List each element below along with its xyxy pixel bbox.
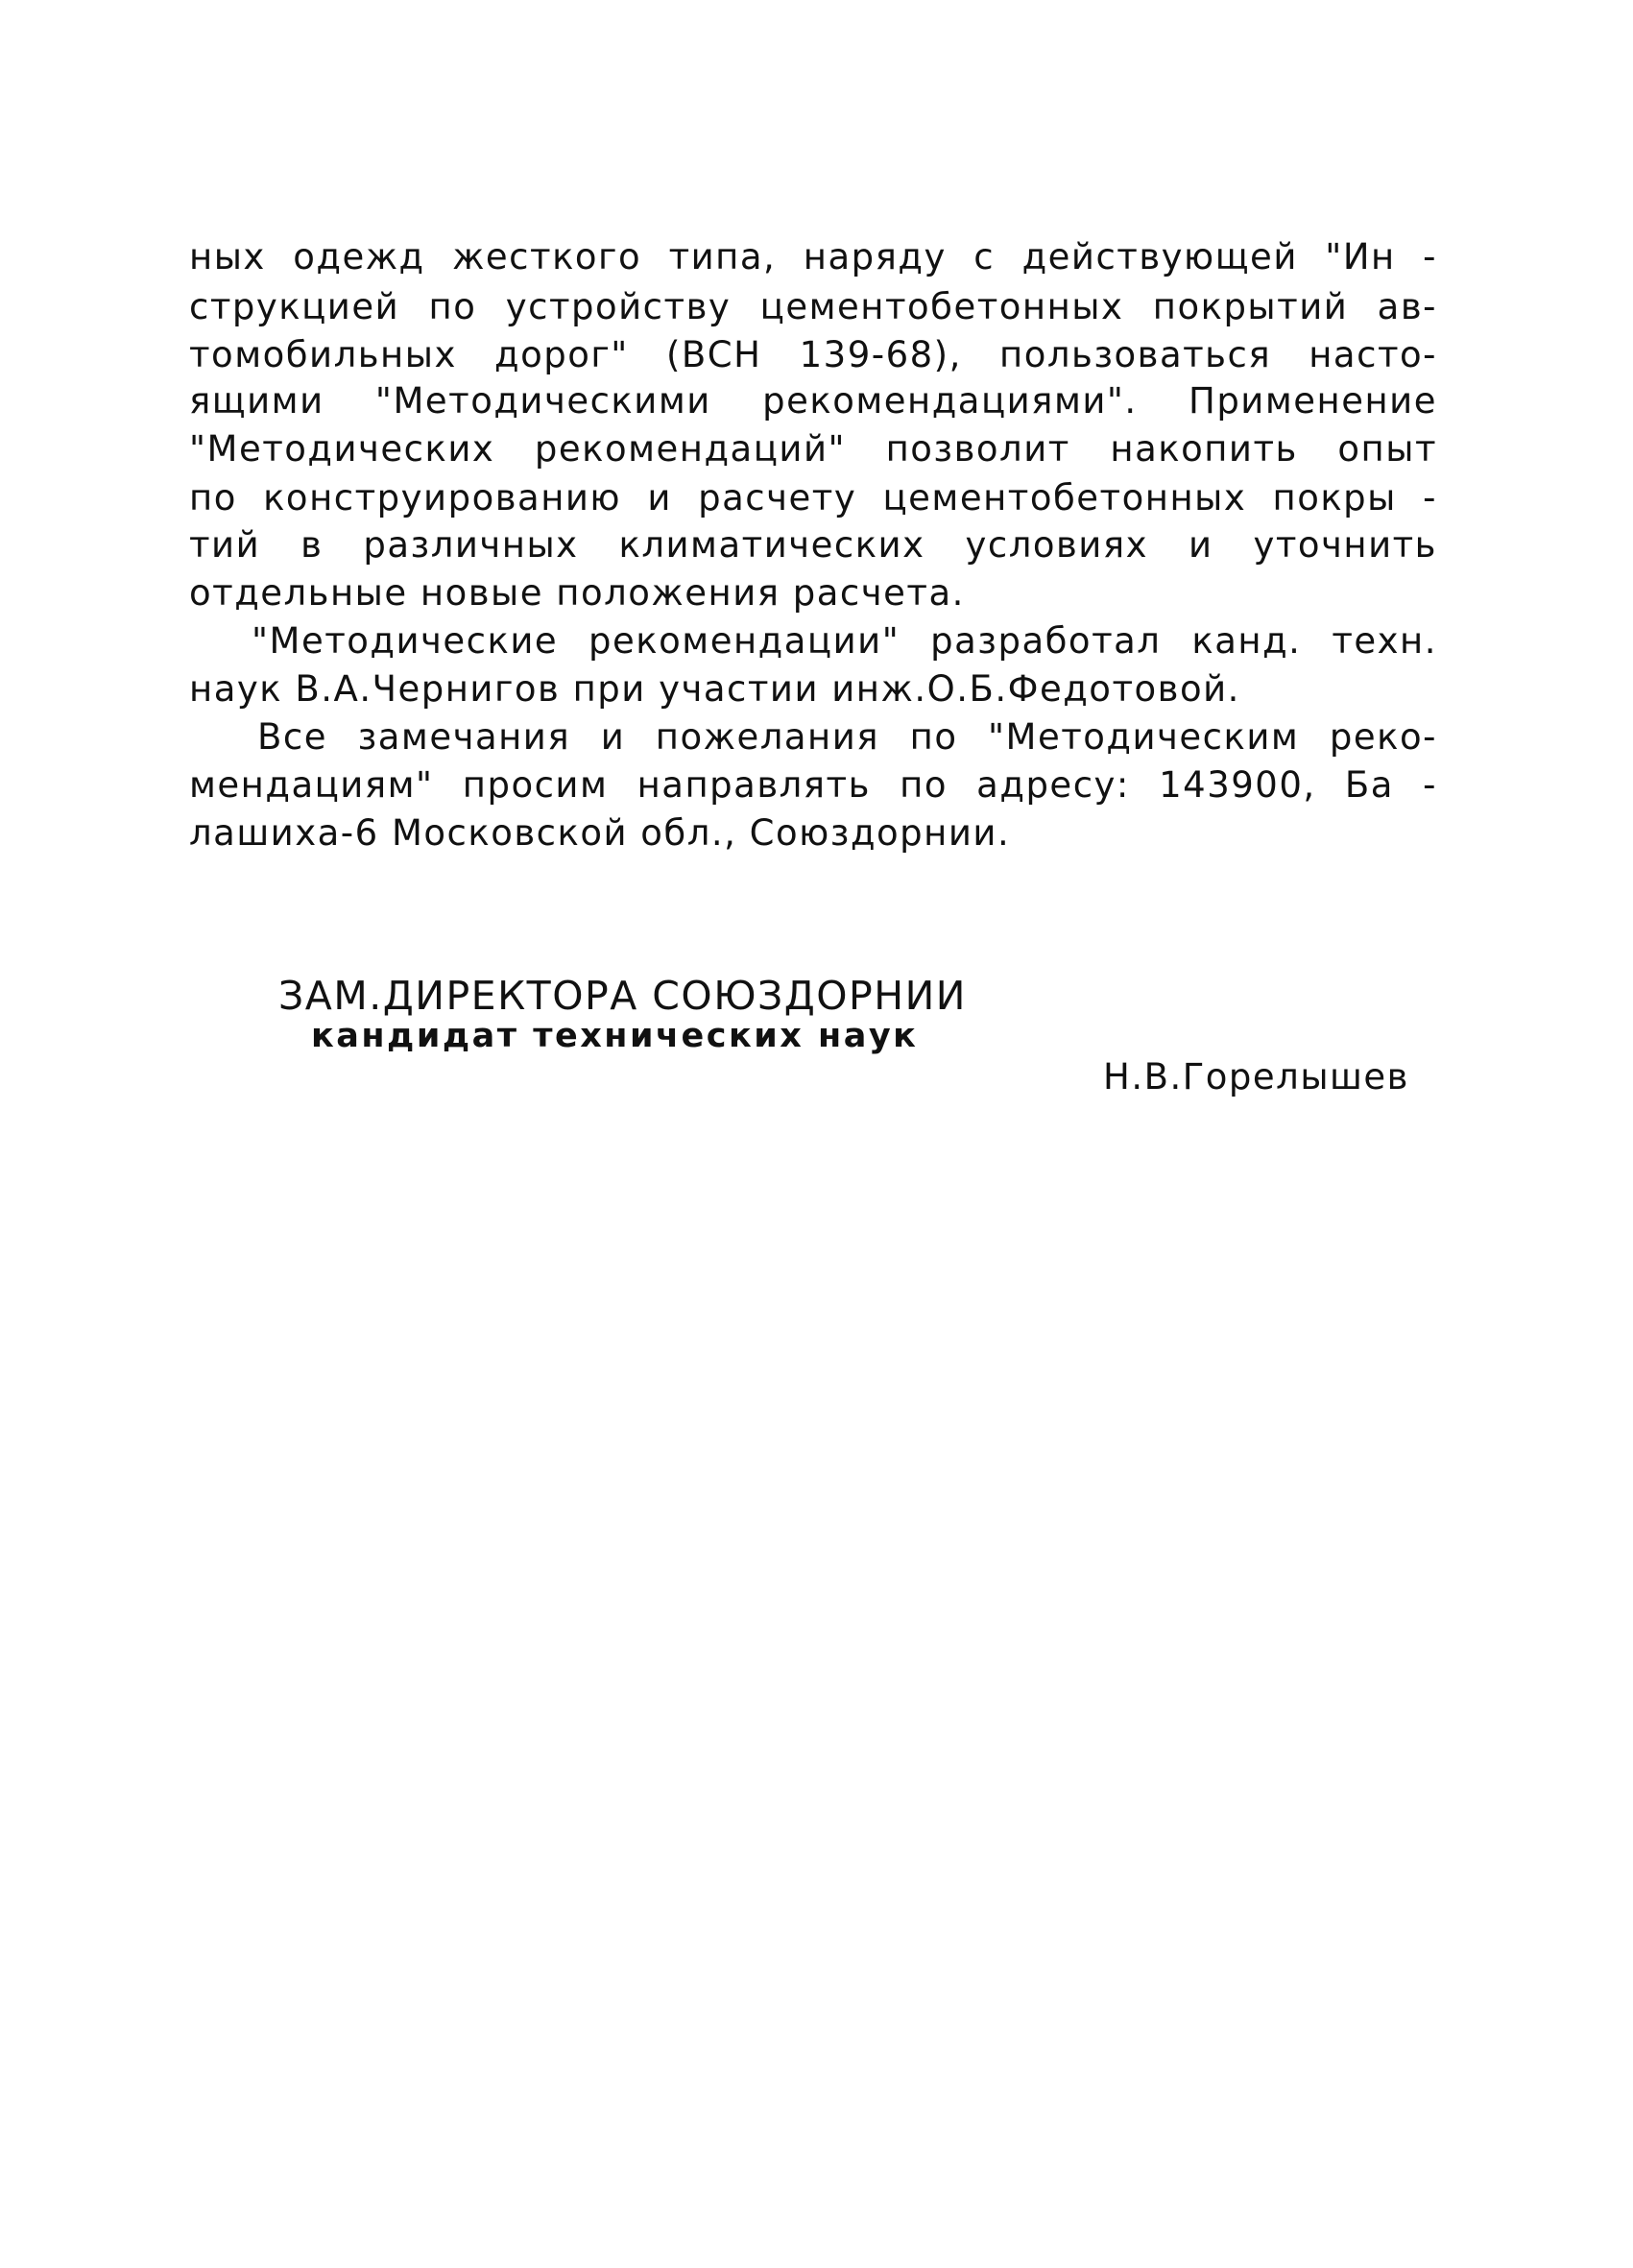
text-line: Все замечания и пожелания по "Методическим реко- bbox=[257, 716, 1437, 758]
text-line: "Методические рекомендации" разработал канд. техн. bbox=[252, 620, 1437, 662]
text-line: томобильных дорог" (ВСН 139-68), пользоваться насто- bbox=[189, 334, 1437, 375]
text-line: тий в различных климатических условиях и уточнить bbox=[189, 524, 1437, 566]
text-line: "Методических рекомендаций" позволит накопить опыт bbox=[189, 428, 1437, 470]
text-line: отдельные новые положения расчета. bbox=[189, 572, 965, 614]
text-line: струкцией по устройству цементобетонных покрытий ав- bbox=[189, 286, 1437, 327]
text-line: ных одежд жесткого типа, наряду с действующей "Ин - bbox=[189, 236, 1437, 277]
text-line: наук В.А.Чернигов при участии инж.О.Б.Федотовой. bbox=[189, 668, 1240, 710]
text-line: ящими "Методическими рекомендациями". Применение bbox=[189, 380, 1437, 422]
text-line: по конструированию и расчету цементобетонных покры - bbox=[189, 477, 1437, 519]
signatory-title: ЗАМ.ДИРЕКТОРА СОЮЗДОРНИИ bbox=[278, 973, 967, 1019]
text-line: лашиха-6 Московской обл., Союздорнии. bbox=[189, 812, 1011, 854]
signatory-name: Н.В.Горелышев bbox=[1103, 1056, 1409, 1098]
text-line: мендациям" просим направлять по адресу: 143900, Ба - bbox=[189, 764, 1437, 806]
signatory-degree: кандидат технических наук bbox=[311, 1017, 919, 1055]
